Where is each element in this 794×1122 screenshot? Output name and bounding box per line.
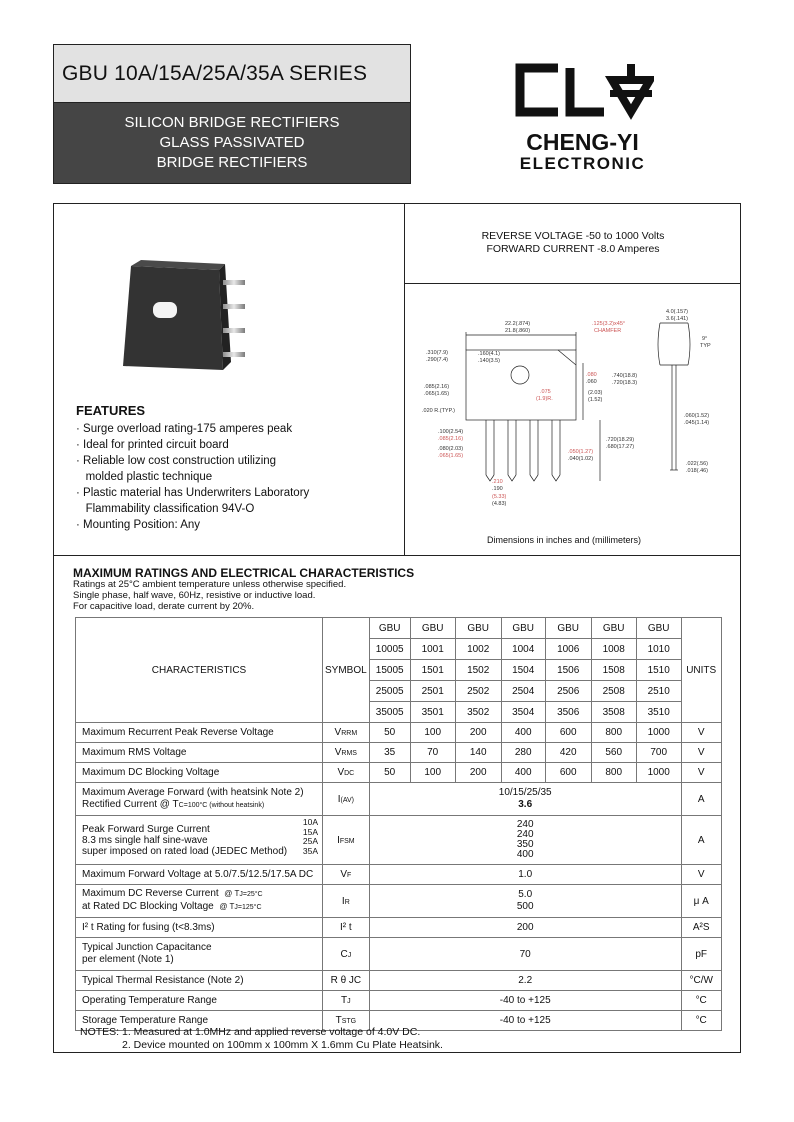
table-cell (369, 816, 681, 865)
dim-label: .080 (586, 372, 597, 378)
amp-label: 35A (302, 845, 318, 856)
table-cell: GBU (410, 618, 455, 639)
table-row (76, 618, 722, 639)
row-characteristic: Maximum Forward Voltage at 5.0/7.5/12.5/17.5A DC (76, 865, 323, 885)
table-cell: 1004 (501, 639, 545, 660)
row-characteristic: Maximum DC Blocking Voltage (76, 763, 323, 783)
amp-label: 25A (302, 836, 318, 846)
row-symbol (323, 885, 370, 918)
ratings-note: Ratings at 25°C ambient temperature unless otherwise specified. (73, 579, 347, 590)
table-cell: 2.2 (369, 971, 681, 991)
table-cell: 1504 (501, 660, 545, 681)
char-line (82, 901, 320, 914)
table-row (76, 991, 722, 1011)
table-cell: 2506 (545, 681, 591, 702)
table-cell: 25005 (369, 681, 410, 702)
symbol-text: V (337, 767, 345, 778)
table-cell: 1001 (410, 639, 455, 660)
table-cell: 50 (369, 763, 410, 783)
dim-label: .060(1.52) (684, 413, 710, 419)
feature-item: · Plastic material has Underwriters Laboratory (76, 487, 310, 499)
forward-current-line: FORWARD CURRENT -8.0 Amperes (486, 243, 660, 255)
row-symbol: R θ JC (323, 971, 370, 991)
row-unit: μ A (681, 885, 721, 918)
row-unit: V (681, 723, 721, 743)
table-cell: 70 (369, 938, 681, 971)
features-title: FEATURES (76, 403, 146, 418)
row-characteristic (76, 783, 323, 816)
value-line: 500 (516, 901, 534, 912)
row-unit: A²S (681, 918, 721, 938)
table-cell: 1008 (591, 639, 636, 660)
char-subscript: C=100°C (without heatsink) (178, 801, 265, 809)
dim-label: 22.2(.874) (505, 321, 531, 327)
symbol-text: V (340, 869, 348, 880)
table-cell: 2502 (455, 681, 501, 702)
char-line (82, 888, 320, 901)
row-unit: °C/W (681, 971, 721, 991)
symbol-text: I (337, 834, 340, 846)
char-line: Typical Junction Capacitance (82, 942, 212, 953)
table-row (76, 971, 722, 991)
table-cell: 420 (545, 743, 591, 763)
table-cell: 1502 (455, 660, 501, 681)
value-line: 10/15/25/35 (498, 787, 552, 798)
table-row (76, 816, 722, 865)
table-cell: GBU (636, 618, 681, 639)
feature-item: molded plastic technique (76, 471, 213, 483)
table-cell: 50 (369, 723, 410, 743)
dim-label: .720(18.29) (606, 437, 635, 443)
table-row (76, 865, 722, 885)
cheng-yi-logo-mark (512, 60, 654, 120)
table-cell: 1006 (545, 639, 591, 660)
feature-item: · Surge overload rating-175 amperes peak (76, 423, 293, 435)
dim-label: .210 (492, 479, 503, 485)
dim-label: .065(1.65) (424, 391, 450, 397)
row-unit: A (681, 783, 721, 816)
table-row (76, 783, 722, 816)
feature-item: · Reliable low cost construction utilizing (76, 455, 277, 467)
table-cell: 140 (455, 743, 501, 763)
row-symbol (323, 723, 370, 743)
table-cell: 400 (501, 723, 545, 743)
characteristics-table (75, 617, 722, 1031)
table-cell: 1506 (545, 660, 591, 681)
dim-label: .060 (586, 379, 597, 385)
symbol-subscript: F (347, 872, 352, 879)
dim-label: .290(7.4) (426, 357, 449, 363)
row-symbol (323, 991, 370, 1011)
table-cell: GBU (591, 618, 636, 639)
symbol-subscript: STG (341, 1018, 357, 1025)
subtitle-line-3: BRIDGE RECTIFIERS (156, 154, 308, 171)
table-row (76, 938, 722, 971)
value-line: 350 (516, 839, 534, 850)
characteristics-header: CHARACTERISTICS (76, 618, 323, 723)
row-characteristic: I² t Rating for fusing (t<8.3ms) (76, 918, 323, 938)
char-text: Rectified Current @ T (82, 798, 179, 810)
table-cell: 3501 (410, 702, 455, 723)
table-cell: 2510 (636, 681, 681, 702)
table-cell: 2501 (410, 681, 455, 702)
row-characteristic (76, 938, 323, 971)
company-logo (505, 60, 660, 190)
amp-label: 10A (302, 817, 318, 827)
frame-divider-horizontal (53, 555, 741, 556)
table-cell: 560 (591, 743, 636, 763)
row-unit: °C (681, 1011, 721, 1031)
row-unit: V (681, 763, 721, 783)
row-symbol: I² t (323, 918, 370, 938)
char-subscript: J=125°C (234, 904, 262, 911)
dim-label: .720(18.3) (612, 380, 638, 386)
symbol-subscript: FSM (339, 837, 355, 845)
dim-label: TYP (700, 343, 711, 349)
dim-label: .080(2.03) (438, 446, 464, 452)
dim-label: .125(3.2)x45° (592, 321, 626, 327)
symbol-text: C (340, 948, 348, 960)
symbol-subscript: RRM (341, 730, 358, 737)
dim-label: (5.33) (492, 494, 507, 500)
row-characteristic: Storage Temperature Range (76, 1011, 323, 1031)
table-cell: GBU (545, 618, 591, 639)
symbol-text: I (337, 793, 341, 805)
table-cell: 100 (410, 723, 455, 743)
series-title-bar (54, 45, 410, 103)
dim-label: .045(1.14) (684, 420, 710, 426)
char-subscript: J=25°C (239, 891, 263, 898)
dim-label: .022(.56) (686, 461, 709, 467)
note-line: NOTES: 1. Measured at 1.0MHz and applied reverse voltage of 4.0V DC. (80, 1026, 421, 1038)
dim-label: .085(2.16) (438, 436, 464, 442)
table-cell: 35005 (369, 702, 410, 723)
symbol-text: V (334, 727, 342, 738)
dimensions-caption: Dimensions in inches and (millimeters) (487, 535, 642, 545)
table-cell: 700 (636, 743, 681, 763)
symbol-text: T (335, 1015, 342, 1026)
note-line: 2. Device mounted on 100mm x 100mm X 1.6mm Cu Plate Heatsink. (122, 1039, 443, 1051)
row-characteristic: Maximum RMS Voltage (76, 743, 323, 763)
table-cell: 200 (369, 918, 681, 938)
table-cell: 3508 (591, 702, 636, 723)
value-line: 3.6 (518, 799, 533, 810)
symbol-header: SYMBOL (323, 618, 370, 723)
row-symbol (323, 783, 370, 816)
series-title: GBU 10A/15A/25A/35A SERIES (62, 61, 368, 85)
row-symbol (323, 816, 370, 865)
char-line: super imposed on rated load (JEDEC Method) (82, 845, 288, 857)
table-cell: GBU (455, 618, 501, 639)
ratings-summary (405, 230, 741, 256)
table-cell: 1.0 (369, 865, 681, 885)
table-cell: 1002 (455, 639, 501, 660)
feature-item: · Ideal for printed circuit board (76, 439, 229, 451)
table-cell: 35 (369, 743, 410, 763)
table-cell: 280 (501, 743, 545, 763)
row-characteristic (76, 885, 323, 918)
row-symbol (323, 865, 370, 885)
symbol-subscript: RMS (341, 750, 357, 757)
dim-label: 4.0(.157) (666, 309, 689, 315)
table-cell: -40 to +125 (369, 1011, 681, 1031)
amp-label: 15A (302, 826, 318, 837)
table-cell: 10005 (369, 639, 410, 660)
table-row (76, 763, 722, 783)
table-cell: 3506 (545, 702, 591, 723)
dim-label: .065(1.65) (438, 453, 464, 459)
table-cell: 3502 (455, 702, 501, 723)
table-cell: 800 (591, 763, 636, 783)
dim-label: .075 (540, 389, 551, 395)
ratings-note: Single phase, half wave, 60Hz, resistive or inductive load. (73, 590, 316, 601)
table-cell: 2504 (501, 681, 545, 702)
table-cell: -40 to +125 (369, 991, 681, 1011)
max-ratings-title: MAXIMUM RATINGS AND ELECTRICAL CHARACTERISTICS (73, 566, 415, 580)
table-cell: 1501 (410, 660, 455, 681)
feature-item: · Mounting Position: Any (76, 519, 201, 531)
dim-label: 21.8(.860) (505, 328, 531, 334)
dim-label: .310(7.9) (426, 350, 449, 356)
char-line: Peak Forward Surge Current (82, 823, 210, 835)
row-symbol (323, 938, 370, 971)
row-unit: V (681, 743, 721, 763)
char-text: at Rated DC Blocking Voltage (82, 901, 214, 912)
units-header: UNITS (681, 618, 721, 723)
company-subname: ELECTRONIC (519, 154, 646, 173)
value-line: 5.0 (518, 889, 533, 900)
dim-label: (4.83) (492, 501, 507, 507)
table-cell: 3510 (636, 702, 681, 723)
dim-label: 3.6(.141) (666, 316, 689, 322)
frame-divider-right (404, 283, 741, 284)
package-image (113, 258, 245, 373)
symbol-text: V (334, 747, 342, 758)
max-ratings-notes (73, 579, 346, 612)
char-line: 8.3 ms single half sine-wave (82, 834, 208, 846)
row-characteristic: Maximum Recurrent Peak Reverse Voltage (76, 723, 323, 743)
dim-label: .040(1.02) (568, 456, 594, 462)
table-cell: 3504 (501, 702, 545, 723)
dim-label: CHAMFER (594, 328, 622, 334)
table-cell: 15005 (369, 660, 410, 681)
dim-label: .085(2.16) (424, 384, 450, 390)
table-cell: 1000 (636, 763, 681, 783)
row-characteristic: Operating Temperature Range (76, 991, 323, 1011)
symbol-text: T (341, 995, 348, 1006)
table-cell: 70 (410, 743, 455, 763)
subtitle-line-2: GLASS PASSIVATED (159, 134, 305, 151)
table-cell: 400 (501, 763, 545, 783)
char-text: @ T (219, 902, 235, 911)
row-unit: V (681, 865, 721, 885)
feature-item: Flammability classification 94V-O (76, 503, 255, 515)
table-row (76, 743, 722, 763)
table-cell: 200 (455, 763, 501, 783)
dim-label: 9° (702, 336, 708, 342)
symbol-subscript: (AV) (340, 796, 354, 804)
notes-block (80, 1026, 443, 1052)
symbol-subscript: R (344, 898, 350, 906)
dim-label: .050(1.27) (568, 449, 594, 455)
table-cell: 1508 (591, 660, 636, 681)
symbol-subscript: J (347, 951, 352, 959)
char-line (82, 799, 320, 812)
value-line: 240 (516, 829, 534, 840)
row-unit: °C (681, 991, 721, 1011)
row-unit: A (681, 816, 721, 865)
dimension-drawing (408, 305, 738, 555)
row-unit: pF (681, 938, 721, 971)
value-line: 400 (516, 849, 534, 860)
table-row (76, 723, 722, 743)
header-box (53, 44, 411, 184)
ratings-note: For capacitive load, derate current by 20%. (73, 601, 255, 612)
table-cell: 100 (410, 763, 455, 783)
table-cell (369, 783, 681, 816)
dim-label: (1.9)R. (536, 396, 553, 402)
reverse-voltage-line: REVERSE VOLTAGE -50 to 1000 Volts (481, 230, 665, 242)
dim-label: (1.52) (588, 397, 603, 403)
dim-label: .190 (492, 486, 503, 492)
table-cell: GBU (369, 618, 410, 639)
table-cell: 600 (545, 723, 591, 743)
dim-label: .100(2.54) (438, 429, 464, 435)
dim-label: .140(3.5) (478, 358, 501, 364)
dim-label: (2.03) (588, 390, 603, 396)
table-cell: 1010 (636, 639, 681, 660)
table-cell (369, 885, 681, 918)
char-line: Maximum Average Forward (with heatsink Note 2) (82, 786, 304, 798)
dim-label: .740(18.8) (612, 373, 638, 379)
table-row (76, 885, 722, 918)
symbol-subscript: J (347, 998, 351, 1005)
symbol-text: I (341, 895, 345, 907)
row-characteristic (76, 816, 323, 865)
features-block (76, 403, 309, 533)
table-cell: 200 (455, 723, 501, 743)
char-line: per element (Note 1) (82, 954, 174, 965)
dim-label: .160(4.1) (478, 351, 501, 357)
table-row (76, 918, 722, 938)
row-characteristic: Typical Thermal Resistance (Note 2) (76, 971, 323, 991)
surge-amps (303, 818, 318, 856)
char-text: Maximum DC Reverse Current (82, 888, 219, 899)
dim-label: .680(17.27) (606, 444, 635, 450)
table-cell: 800 (591, 723, 636, 743)
char-text: @ T (224, 889, 240, 898)
dim-label: .020 R.(TYP.) (422, 408, 455, 414)
subtitle-block (54, 103, 410, 183)
symbol-subscript: DC (344, 770, 355, 777)
value-line: 240 (516, 819, 534, 830)
subtitle-line-1: SILICON BRIDGE RECTIFIERS (124, 114, 340, 131)
row-symbol (323, 743, 370, 763)
table-cell: GBU (501, 618, 545, 639)
table-cell: 600 (545, 763, 591, 783)
row-symbol (323, 763, 370, 783)
company-name: CHENG-YI (526, 129, 639, 155)
table-cell: 2508 (591, 681, 636, 702)
dim-label: .018(.46) (686, 468, 709, 474)
table-cell: 1000 (636, 723, 681, 743)
table-cell: 1510 (636, 660, 681, 681)
